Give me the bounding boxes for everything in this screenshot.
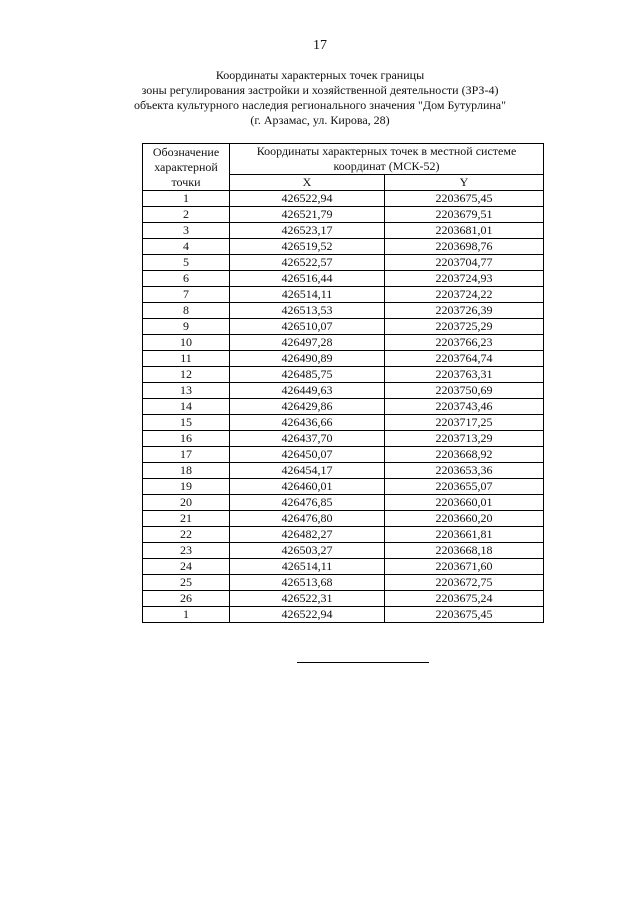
table-header <box>143 144 544 191</box>
table-row <box>143 303 544 319</box>
cell-x: 426485,75 <box>230 367 385 383</box>
cell-x: 426514,11 <box>230 287 385 303</box>
cell-point: 23 <box>143 543 230 559</box>
cell-point: 15 <box>143 415 230 431</box>
cell-point: 21 <box>143 511 230 527</box>
cell-y: 2203713,29 <box>385 431 544 447</box>
cell-y: 2203668,18 <box>385 543 544 559</box>
cell-y: 2203668,92 <box>385 447 544 463</box>
cell-x: 426490,89 <box>230 351 385 367</box>
table-row <box>143 271 544 287</box>
cell-point: 11 <box>143 351 230 367</box>
cell-x: 426429,86 <box>230 399 385 415</box>
heading-line-1: Координаты характерных точек границы <box>215 68 425 82</box>
table-row <box>143 319 544 335</box>
cell-point: 10 <box>143 335 230 351</box>
heading-line-2: зоны регулирования застройки и хозяйственной деятельности (ЗРЗ-4) <box>141 83 499 97</box>
cell-x: 426522,57 <box>230 255 385 271</box>
cell-point: 17 <box>143 447 230 463</box>
heading-line-3: объекта культурного наследия регионального значения "Дом Бутурлина" <box>133 98 507 112</box>
cell-x: 426460,01 <box>230 479 385 495</box>
cell-x: 426510,07 <box>230 319 385 335</box>
coordinates-table <box>142 143 544 623</box>
table-row <box>143 607 544 623</box>
cell-y: 2203764,74 <box>385 351 544 367</box>
table-row <box>143 511 544 527</box>
cell-y: 2203724,22 <box>385 287 544 303</box>
header-coordinates: Координаты характерных точек в местной системе координат (МСК-52) <box>230 144 544 175</box>
end-divider-line <box>297 662 429 663</box>
cell-x: 426454,17 <box>230 463 385 479</box>
table-row <box>143 351 544 367</box>
cell-point: 5 <box>143 255 230 271</box>
cell-x: 426522,94 <box>230 607 385 623</box>
table-row <box>143 559 544 575</box>
cell-y: 2203725,29 <box>385 319 544 335</box>
cell-x: 426482,27 <box>230 527 385 543</box>
cell-y: 2203672,75 <box>385 575 544 591</box>
cell-x: 426519,52 <box>230 239 385 255</box>
cell-point: 4 <box>143 239 230 255</box>
header-row-top <box>143 144 544 175</box>
cell-point: 14 <box>143 399 230 415</box>
cell-y: 2203726,39 <box>385 303 544 319</box>
cell-y: 2203660,01 <box>385 495 544 511</box>
table-row <box>143 575 544 591</box>
cell-point: 8 <box>143 303 230 319</box>
cell-point: 16 <box>143 431 230 447</box>
cell-x: 426514,11 <box>230 559 385 575</box>
table-row <box>143 383 544 399</box>
cell-y: 2203675,45 <box>385 607 544 623</box>
cell-point: 1 <box>143 607 230 623</box>
table-row <box>143 239 544 255</box>
cell-y: 2203750,69 <box>385 383 544 399</box>
cell-x: 426436,66 <box>230 415 385 431</box>
table-row <box>143 367 544 383</box>
cell-y: 2203671,60 <box>385 559 544 575</box>
cell-y: 2203661,81 <box>385 527 544 543</box>
cell-point: 7 <box>143 287 230 303</box>
cell-x: 426476,80 <box>230 511 385 527</box>
cell-y: 2203766,23 <box>385 335 544 351</box>
table-row <box>143 447 544 463</box>
cell-y: 2203698,76 <box>385 239 544 255</box>
cell-y: 2203660,20 <box>385 511 544 527</box>
table-row <box>143 223 544 239</box>
cell-point: 22 <box>143 527 230 543</box>
heading-line-4: (г. Арзамас, ул. Кирова, 28) <box>250 113 390 127</box>
cell-point: 26 <box>143 591 230 607</box>
table-row <box>143 287 544 303</box>
cell-point: 9 <box>143 319 230 335</box>
cell-y: 2203653,36 <box>385 463 544 479</box>
table-body <box>143 191 544 623</box>
table-row <box>143 399 544 415</box>
cell-point: 24 <box>143 559 230 575</box>
cell-y: 2203681,01 <box>385 223 544 239</box>
document-heading <box>0 68 640 128</box>
cell-x: 426503,27 <box>230 543 385 559</box>
cell-y: 2203675,45 <box>385 191 544 207</box>
cell-x: 426450,07 <box>230 447 385 463</box>
cell-point: 19 <box>143 479 230 495</box>
cell-point: 13 <box>143 383 230 399</box>
cell-y: 2203704,77 <box>385 255 544 271</box>
table-row <box>143 255 544 271</box>
cell-point: 18 <box>143 463 230 479</box>
header-point-designation: Обозначение характерной точки <box>143 144 230 191</box>
cell-x: 426522,94 <box>230 191 385 207</box>
table-row <box>143 415 544 431</box>
table-row <box>143 479 544 495</box>
cell-y: 2203679,51 <box>385 207 544 223</box>
cell-x: 426513,53 <box>230 303 385 319</box>
cell-point: 6 <box>143 271 230 287</box>
cell-point: 12 <box>143 367 230 383</box>
cell-point: 20 <box>143 495 230 511</box>
cell-point: 2 <box>143 207 230 223</box>
cell-x: 426521,79 <box>230 207 385 223</box>
cell-x: 426497,28 <box>230 335 385 351</box>
table-row <box>143 543 544 559</box>
table-row <box>143 463 544 479</box>
table-row <box>143 495 544 511</box>
table-row <box>143 527 544 543</box>
table-row <box>143 335 544 351</box>
cell-y: 2203743,46 <box>385 399 544 415</box>
cell-y: 2203724,93 <box>385 271 544 287</box>
table-row <box>143 207 544 223</box>
cell-x: 426437,70 <box>230 431 385 447</box>
cell-y: 2203655,07 <box>385 479 544 495</box>
cell-point: 3 <box>143 223 230 239</box>
table-row <box>143 591 544 607</box>
cell-point: 25 <box>143 575 230 591</box>
cell-point: 1 <box>143 191 230 207</box>
cell-x: 426513,68 <box>230 575 385 591</box>
cell-x: 426523,17 <box>230 223 385 239</box>
cell-x: 426522,31 <box>230 591 385 607</box>
cell-y: 2203763,31 <box>385 367 544 383</box>
cell-x: 426516,44 <box>230 271 385 287</box>
cell-y: 2203717,25 <box>385 415 544 431</box>
cell-y: 2203675,24 <box>385 591 544 607</box>
page-number: 17 <box>313 38 327 53</box>
header-x: X <box>230 175 385 191</box>
table-row <box>143 191 544 207</box>
cell-x: 426449,63 <box>230 383 385 399</box>
cell-x: 426476,85 <box>230 495 385 511</box>
header-y: Y <box>385 175 544 191</box>
table-row <box>143 431 544 447</box>
